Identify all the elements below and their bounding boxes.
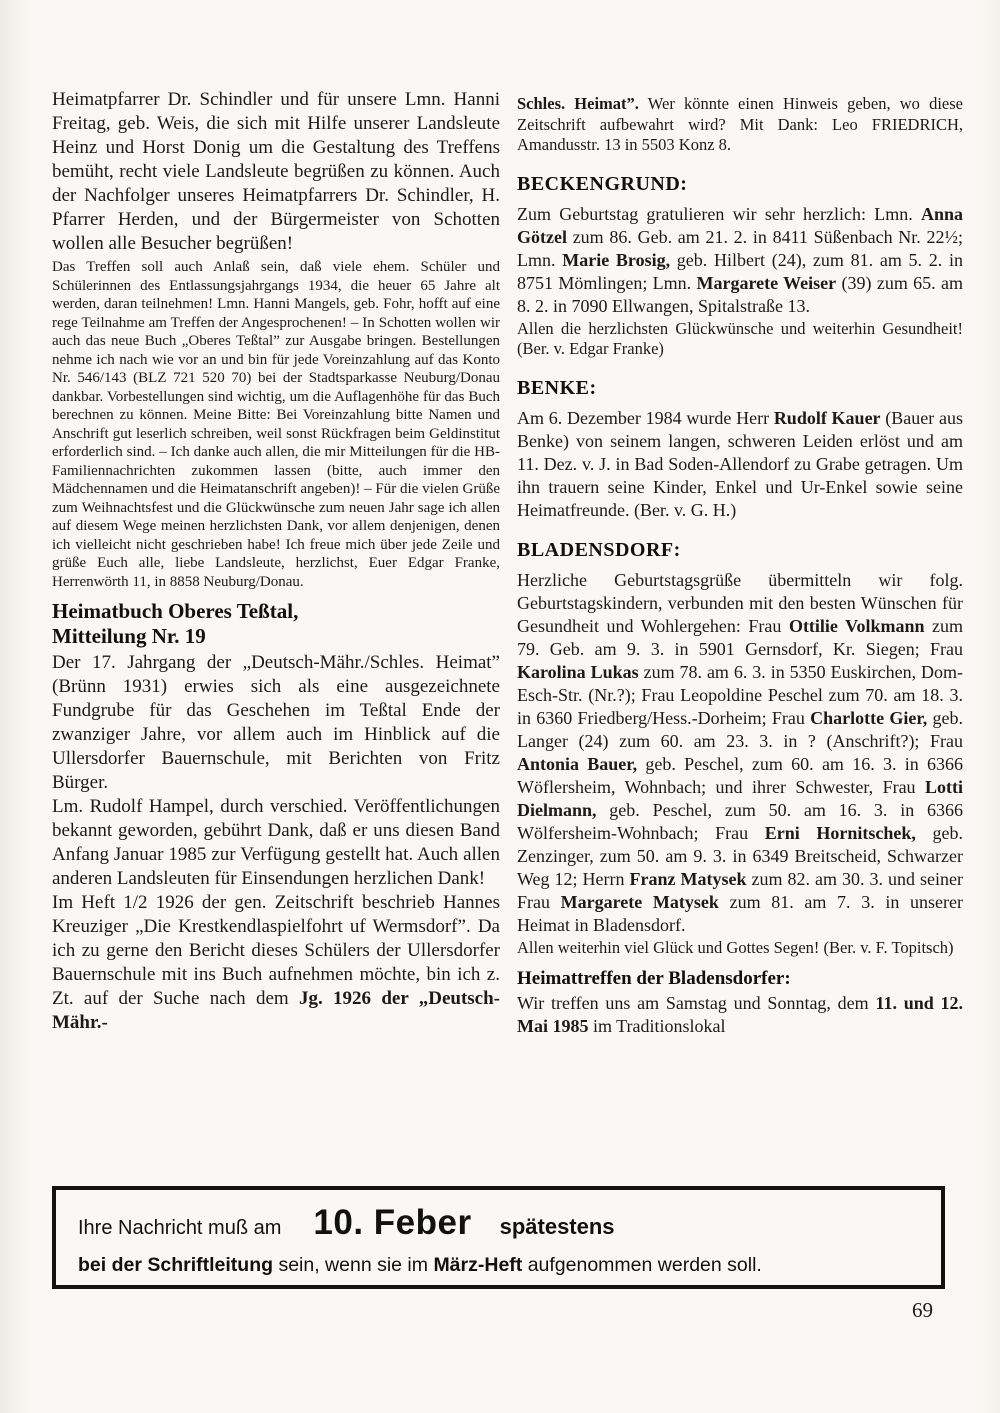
text-run: geb. Peschel, zum 60. am 16. 3. in 6366 Wöflersheim, Wohnbach; und ihrer Schwester, Frau — [517, 753, 964, 797]
text-run: geb. Hilbert (24), zum 81. am 5. 2. in 8751 Mömlingen; Lmn. — [517, 249, 963, 293]
paragraph-schles-heimat — [517, 94, 963, 156]
text-run: bei der Schriftleitung — [78, 1254, 274, 1276]
heading-heimattreffen: Heimattreffen der Bladensdorfer: — [517, 968, 791, 989]
paragraph-heft-1926 — [52, 891, 500, 1035]
heading-heimatbuch-line1: Heimatbuch Oberes Teßtal, — [52, 599, 299, 623]
paragraph-benke-obituary — [517, 407, 963, 522]
text-run: 11. und 12. Mai 1985 — [517, 993, 963, 1036]
paragraph-bladensdorf-birthdays — [517, 569, 963, 937]
note-beckengrund: Allen die herzlichsten Glückwünsche und weiterhin Gesundheit! (Ber. v. Edgar Franke) — [517, 318, 963, 358]
text-run: (39) zum 65. am 8. 2. in 7090 Ellwangen, Spitalstraße 13. — [517, 272, 963, 316]
heading-beckengrund: BECKENGRUND: — [517, 172, 688, 195]
paragraph-beckengrund-birthdays — [517, 203, 963, 318]
notice-spaetestens: spätestens — [499, 1214, 615, 1239]
text-run: zum 79. Geb. am 9. 3. in 5901 Gernsdorf, Kr. Siegen; Frau — [517, 615, 964, 659]
text-run: März-Heft — [433, 1254, 523, 1276]
text-run: zum 78. am 6. 3. in 5350 Euskirchen, Dom-Esch-Str. (Nr.?); Frau Leopoldine Peschel zum 70. am 18. 3. in 6360 Friedberg/Hess.-Dorheim; Frau — [517, 661, 964, 728]
deadline-notice-box — [52, 1186, 945, 1289]
text-run: im Traditionslokal — [588, 1016, 726, 1036]
paragraph-heimattreffen — [517, 992, 963, 1038]
left-column — [52, 88, 500, 1035]
heading-benke: BENKE: — [517, 376, 597, 399]
text-run: geb. Langer (24) zum 60. am 23. 3. in ? (Anschrift?); Frau — [517, 707, 963, 751]
text-run: Erni Hornitschek, — [764, 822, 916, 843]
text-run: Zum Geburtstag gratulieren wir sehr herzlich: Lmn. — [517, 203, 921, 224]
text-run: Marie Brosig, — [562, 249, 671, 270]
paragraph-intro-continuation: Heimatpfarrer Dr. Schindler und für unsere Lmn. Hanni Freitag, geb. Weis, die sich mit Hilfe unserer Landsleute Heinz und Horst Donig um die Gestaltung des Treffens bemüht, recht viele Landsleute begrüßen zu können. Auch der Nachfolger unseres Heimatpfarrers Dr. Schindler, H. Pfarrer Herden, und der Bürgermeister von Schotten wollen alle Besucher begrüßen! — [52, 89, 500, 254]
text-run: sein, wenn sie im — [273, 1254, 434, 1276]
text-run: Schles. Heimat”. — [517, 94, 639, 113]
text-run: zum 81. am 7. 3. in unserer Heimat in Bladensdorf. — [517, 891, 963, 935]
text-run: Wir treffen uns am Samstag und Sonntag, dem — [517, 993, 876, 1013]
heading-bladensdorf: BLADENSDORF: — [517, 538, 681, 561]
text-run: Jg. 1926 der „Deutsch-Mähr.- — [52, 988, 501, 1033]
text-run: Karolina Lukas — [517, 661, 639, 682]
text-run: Margarete Matysek — [560, 891, 719, 912]
text-run: geb. Zenzinger, zum 50. am 9. 3. in 6349 Breitscheid, Schwarzer Weg 12; Herrn — [517, 822, 963, 889]
text-run: Margarete Weiser — [696, 272, 837, 293]
text-run: Franz Matysek — [629, 868, 747, 889]
notice-deadline-date: 10. Feber — [313, 1203, 472, 1242]
notice-line2 — [78, 1254, 921, 1277]
text-run: Am 6. Dezember 1984 wurde Herr — [517, 407, 774, 428]
paragraph-jahrgang: Der 17. Jahrgang der „Deutsch-Mähr./Schles. Heimat” (Brünn 1931) erwies sich als eine ausgezeichnete Fundgrube für das Geschehen im Teßtal Ende der zwanziger Jahre, vor allem auch im Hinblick auf die Ullersdorfer Bauernschule, mit Berichten von Fritz Bürger. — [52, 652, 500, 793]
text-run: Herzliche Geburtstagsgrüße übermitteln wir folg. Geburtstagskindern, verbunden mit den besten Wünschen für Gesundheit und Wohlergehen: Frau — [517, 569, 963, 636]
notice-prefix: Ihre Nachricht muß am — [78, 1217, 282, 1239]
page-number: 69 — [912, 1298, 933, 1322]
text-run: Ottilie Volkmann — [788, 615, 925, 636]
text-run: (Bauer aus Benke) von seinem langen, schweren Leiden erlöst und am 11. Dez. v. J. in Bad Soden-Allendorf zu Grabe getragen. Um ihn trauern seine Kinder, Enkel und Ur-Enkel sowie seine Heimatfreunde. (Ber. v. G. H.) — [517, 407, 963, 520]
text-run: Lotti Dielmann, — [517, 776, 963, 820]
text-run: Charlotte Gier, — [810, 707, 928, 728]
heading-heimatbuch-line2: Mitteilung Nr. 19 — [52, 624, 206, 648]
right-column — [517, 94, 963, 1038]
text-run: Im Heft 1/2 1926 der gen. Zeitschrift beschrieb Hannes Kreuziger „Die Krestkendlaspielfohrt uf Wermsdorf”. Da ich zu gerne den Bericht dieses Schülers der Ullersdorfer Bauernschule mit ins Buch aufnehmen möchte, bin ich z. Zt. auf der Suche nach dem — [52, 892, 500, 1009]
paragraph-treffen-details: Das Treffen soll auch Anlaß sein, daß viele ehem. Schüler und Schülerinnen des Entlassungsjahrgangs 1934, die heuer 65 Jahre alt werden, daran teilnehmen! Lmn. Hanni Mangels, geb. Fohr, hofft auf eine rege Teilnahme am Treffen der Angesprochenen! – In Schotten wollen wir auch das neue Buch „Oberes Teßtal” zur Ausgabe bringen. Bestellungen nehme ich nach wie vor an und bin für jede Voreinzahlung auf das Konto Nr. 546/143 (BLZ 721 520 70) bei der Stadtsparkasse Neuburg/Donau dankbar. Vorbestellungen sind wichtig, um die Auflagenhöhe für das Buch berechnen zu können. Meine Bitte: Bei Voreinzahlung bitte Namen und Anschrift gut leserlich schreiben, weil sonst Rückfragen beim Geldinstitut erforderlich sind. – Ich danke auch allen, die mir Mitteilungen für die HB-Familiennachrichten zukommen lassen (bitte, auch immer den Mädchennamen und die Heimatanschrift angeben)! – Für die vielen Grüße zum Weihnachtsfest und die Glückwünsche zum neuen Jahr sage ich allen auf diesem Wege meinen herzlichsten Dank, vor allem denjenigen, denen ich vielleicht nicht geschrieben habe! Ich freue mich über jede Zeile und grüße Euch alle, liebe Landsleute, herzlichst, Euer Edgar Franke, Herrenwörth 11, in 8858 Neuburg/Donau. — [52, 259, 500, 590]
notice-line1 — [78, 1203, 921, 1243]
heading-heimatbuch — [52, 599, 500, 649]
paragraph-hampel: Lm. Rudolf Hampel, durch verschied. Veröffentlichungen bekannt geworden, gebührt Dank, daß er uns diesen Band Anfang Januar 1985 zur Verfügung gestellt hat. Auch allen anderen Landsleuten für Einsendungen herzlichen Dank! — [52, 796, 500, 889]
text-run: zum 86. Geb. am 21. 2. in 8411 Süßenbach Nr. 22½; Lmn. — [517, 226, 963, 270]
text-run: Antonia Bauer, — [517, 753, 638, 774]
text-run: Rudolf Kauer — [773, 407, 881, 428]
text-run: geb. Peschel, zum 50. am 16. 3. in 6366 Wölfersheim-Wohnbach; Frau — [517, 799, 963, 843]
text-run: Wer könnte einen Hinweis geben, wo diese Zeitschrift aufbewahrt wird? Mit Dank: Leo FRIEDRICH, Amandusstr. 13 in 5503 Konz 8. — [517, 94, 963, 154]
text-run: Anna Götzel — [517, 203, 963, 247]
text-run: zum 82. am 30. 3. und seiner Frau — [517, 868, 963, 912]
note-bladensdorf: Allen weiterhin viel Glück und Gottes Segen! (Ber. v. F. Topitsch) — [517, 937, 954, 957]
text-run: aufgenommen werden soll. — [522, 1254, 762, 1276]
